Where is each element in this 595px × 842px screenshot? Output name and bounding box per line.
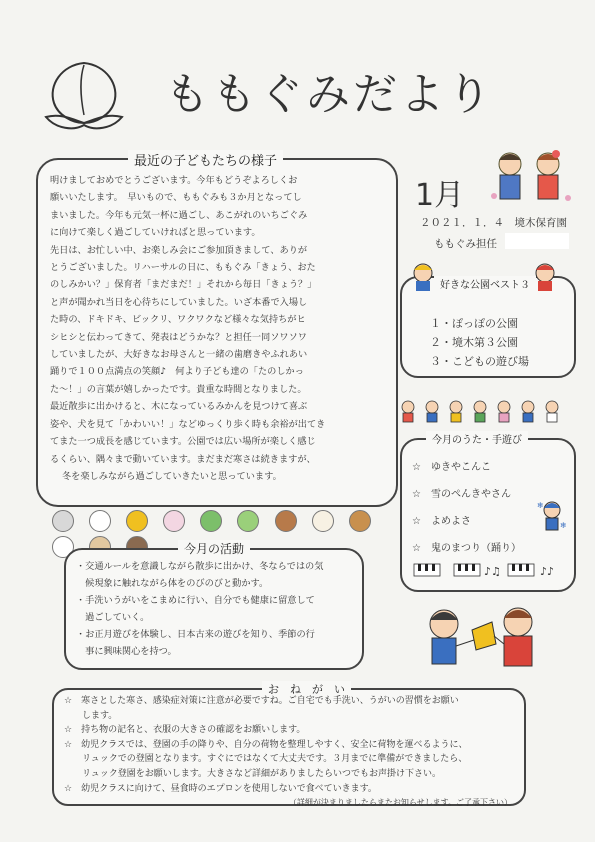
- text-line: 冬を楽しみながら過ごしていきたいと思っています。: [62, 470, 282, 482]
- park-item: １・ぽっぽの公園: [430, 317, 518, 330]
- snow-kid-icon: [536, 498, 568, 532]
- text-line: のしみかい？」保育者「まだまだ！」それから毎日「きょう？」: [50, 279, 317, 291]
- sheep-icon: [312, 510, 334, 532]
- activity-line: ・手洗いうがいをこまめに行い、自分でも健康に留意して: [76, 595, 315, 606]
- requests-text: [64, 694, 520, 811]
- star-icon: ☆: [412, 543, 421, 554]
- horse-icon: [275, 510, 297, 532]
- monkey-icon: [349, 510, 371, 532]
- kids-row-illustration: [398, 398, 574, 424]
- text-line: 明けましておめでとうございます。今年もどうぞよろしくお: [50, 175, 298, 186]
- cow-icon: [89, 510, 111, 532]
- mouse-icon: [52, 510, 74, 532]
- svg-text:♪♪: ♪♪: [540, 565, 555, 578]
- svg-text:❄: ❄: [560, 521, 567, 530]
- kids-playing-illustration: [416, 600, 552, 676]
- text-line: 踊りで１００点満点の笑顔♪ 何より子ども達の「たのしかっ: [50, 366, 304, 378]
- request-footnote: （詳細が決まりましたらまたお知らせします。ご了承下さい）: [288, 798, 512, 808]
- activities-text: [76, 558, 356, 660]
- text-line: まいました。今年も元気一杯に過ごし、あこがれのいちごぐみ: [50, 209, 308, 221]
- text-line: と声が聞かれ当日を心待ちにしていました。いざ本番で入場し: [50, 296, 308, 308]
- month-label: 1月: [415, 178, 465, 213]
- zodiac-animals-row: [52, 510, 392, 532]
- text-line: していましたが、大好きなお母さんと一緒の歯磨きやふれあい: [50, 349, 308, 361]
- recent-children-heading: 最近の子どもたちの様子: [128, 150, 283, 169]
- teacher-label: ももぐみ担任: [434, 238, 497, 250]
- issue-date: ２０２１．１．４ 境木保育園: [420, 217, 567, 229]
- text-line: とうございました。リハーサルの日に、ももぐみ「きょう、おた: [50, 262, 316, 274]
- new-year-kids-illustration: [488, 146, 572, 206]
- text-line: てまた一つ成長を感じています。公園では広い場所が楽しく感じ: [50, 436, 316, 448]
- song-item: ☆ よめよさ: [412, 516, 471, 527]
- dragon-icon: [200, 510, 222, 532]
- rabbit-icon: [163, 510, 185, 532]
- song-item: ☆ ゆきやこんこ: [412, 462, 491, 473]
- request-line: リュック登園をお願いします。大きさなど詳細がありましたらいつでもお声掛け下さい。: [64, 768, 442, 779]
- piano-keys-icon: [412, 562, 562, 578]
- activity-line: 事に興味関心を持つ。: [76, 646, 177, 657]
- text-line: るくらい、隅々まで動いています。まだまだ寒さは続きますが、: [50, 453, 316, 465]
- svg-text:❄: ❄: [537, 501, 544, 510]
- text-line: 願いいたします。 早いもので、ももぐみも３か月となってし: [50, 192, 302, 204]
- snake-icon: [237, 510, 259, 532]
- tiger-icon: [126, 510, 148, 532]
- activity-line: ・お正月遊びを体験し、日本古来の遊びを知り、季節の行: [76, 629, 315, 640]
- text-line: に向けて楽しく過ごしていければと思っています。: [50, 227, 261, 239]
- star-icon: ☆: [412, 489, 421, 500]
- requests-heading: お ね が い: [262, 681, 351, 697]
- peach-logo-icon: [36, 55, 132, 135]
- newsletter-title: ももぐみだより: [165, 69, 494, 120]
- activity-line: 候現象に触れながら体をのびのびと動かす。: [76, 578, 269, 589]
- request-line: ☆ 寒さとした寒さ、感染症対策に注意が必要ですね。ご自宅でも手洗い、うがいの習慣をお願い: [64, 696, 459, 706]
- text-line: 先日は、お忙しい中、お楽しみ会にご参加頂きまして、ありが: [50, 244, 308, 256]
- favorite-parks-heading: 好きな公園ベスト３: [434, 276, 536, 291]
- text-line: シヒシと伝わってきて、発表はどうかな？と担任一同ソワソワ: [50, 331, 307, 343]
- songs-heading: 今月のうた・手遊び: [426, 431, 528, 446]
- song-item: ☆ 雪のぺんきやさん: [412, 489, 511, 500]
- text-line: た～！」の言葉が嬉しかったです。貴重な時間となりました。: [50, 383, 307, 395]
- request-line: リュックでの登園となります。すぐにではなくて大丈夫です。３月までに準備ができましたら、: [64, 754, 468, 765]
- request-line: ☆ 持ち物の記名と、衣服の大きさの確認をお願いします。: [64, 725, 306, 736]
- activity-line: 過ごしていく。: [76, 612, 150, 623]
- park-item: ３・こどもの遊び場: [430, 355, 529, 368]
- text-line: た時の、ドキドキ、ビックリ、ワクワクなど様々な気持ちがヒ: [50, 314, 306, 326]
- activities-heading: 今月の活動: [178, 540, 250, 557]
- park-kid-left-icon: [410, 262, 436, 292]
- recent-children-text: [50, 172, 390, 485]
- text-line: 最近散歩に出かけると、木になっているみかんを見つけて喜ぶ: [50, 401, 308, 413]
- star-icon: ☆: [412, 462, 421, 473]
- activity-line: ・交通ルールを意識しながら散歩に出かけ、冬ならではの気: [76, 561, 324, 572]
- text-line: 姿や、犬を見て「かわいい！」などゆっくり歩く時も余裕が出てき: [50, 418, 326, 430]
- star-icon: ☆: [412, 516, 421, 527]
- svg-text:♪♫: ♪♫: [484, 565, 501, 578]
- request-line: ☆ 幼児クラスでは、登園の手の降りや、自分の荷物を整理しやすく、安全に荷物を運べるように、: [64, 739, 468, 750]
- request-line: します。: [64, 710, 118, 721]
- request-line: ☆ 幼児クラスに向けて、昼食時のエプロンを使用しないで食べていきます。: [64, 783, 377, 794]
- redacted-name: [505, 233, 569, 249]
- song-item: ☆ 鬼のまつり（踊り）: [412, 543, 521, 554]
- park-item: ２・境木第３公園: [430, 336, 518, 349]
- park-list: [430, 314, 529, 371]
